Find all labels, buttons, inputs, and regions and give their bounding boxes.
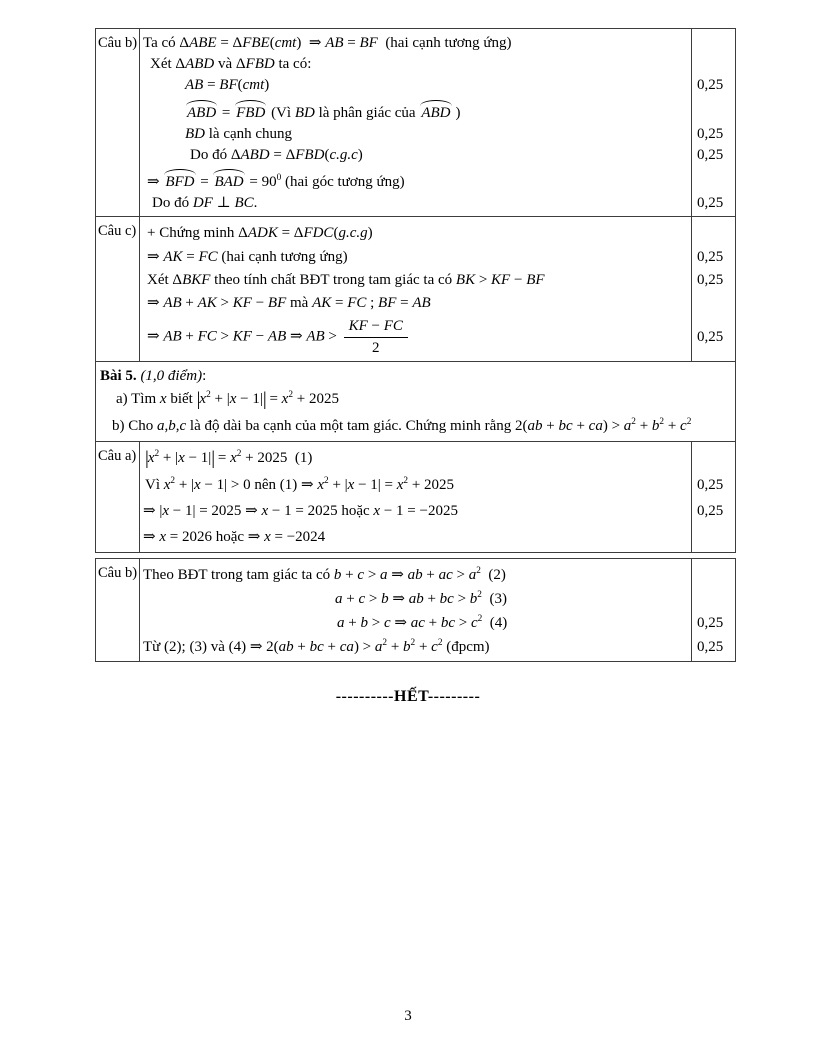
answer-line [140, 33, 735, 54]
score-cell: 0,25 [697, 638, 724, 655]
score-cell: 0,25 [697, 502, 724, 519]
line-text: ⇒ AB + FC > KF − AB ⇒ AB > $\frac{KF - FC}{2}$ [140, 317, 692, 358]
score-cell: 0,25 [697, 328, 724, 345]
table-row [96, 29, 735, 217]
answer-line [140, 172, 735, 193]
answer-line [140, 315, 735, 359]
line-text: Từ (2); (3) và (4) ⇒ 2(ab + bc + $ca) > a^2 + b^2 + c^2$ (đpcm) [143, 637, 490, 655]
line-text: a) Tìm x biết $|x^2 + |x - 1|| = x^2 + 2025$ [116, 389, 339, 411]
line-text: AB = BF(cmt) [185, 77, 270, 94]
score-cell: 0,25 [697, 614, 724, 631]
line-text: ⇒ AB + AK > KF − BF mà AK = FC ; BF = AB [147, 295, 431, 312]
answer-line [140, 269, 735, 292]
line-text: Bài 5. (1,0 điểm): [100, 368, 207, 385]
line-text: Ta có ΔABE = ΔFBE(cmt) ⇒ AB = BF (hai cạnh tương ứng) [143, 35, 512, 52]
answer-line [98, 366, 735, 387]
line-text: $|x^2 + |x - 1|| = x^2 + 2025$ (1) [145, 448, 313, 470]
row-content [140, 217, 735, 361]
answer-line [140, 587, 735, 611]
line-text: Xét ΔABD và ΔFBD ta có: [150, 56, 312, 73]
score-cell: 0,25 [697, 147, 724, 164]
page-number: 3 [404, 1008, 412, 1024]
answer-line [140, 103, 735, 124]
row-content [140, 29, 735, 216]
line-text: ABD = FBD (Vì BD là phân giác của ABD ) [187, 105, 461, 122]
line-text: ⇒ x = 2026 hoặc ⇒ x = −2024 [143, 528, 326, 545]
score-cell: 0,25 [697, 476, 724, 493]
score-cell: 0,25 [697, 272, 724, 289]
answer-line [140, 75, 735, 96]
row-content [140, 559, 735, 661]
table-row [96, 442, 735, 552]
row-label: Câu c) [96, 217, 140, 361]
answer-line [140, 446, 735, 472]
row-label: Câu b) [96, 559, 140, 661]
answer-line [140, 635, 735, 659]
answer-line [140, 563, 735, 587]
line-text: ⇒ |x − 1| = 2025 ⇒ x − 1 = 2025 hoặc x − 1 = −2025 [143, 502, 458, 519]
row-label: Câu b) [96, 29, 140, 216]
answer-line [140, 472, 735, 498]
line-text: Do đó DF ⊥ BC. [152, 195, 258, 212]
score-cell: 0,25 [697, 77, 724, 94]
row-content [140, 442, 735, 552]
answer-line [140, 498, 735, 524]
line-text: Do đó ΔABD = ΔFBD(c.g.c) [190, 147, 363, 164]
row-label: Câu a) [96, 442, 140, 552]
score-cell: 0,25 [697, 249, 724, 266]
line-text: a + c > b ⇒ ab + bc > $b^2$ (3) [335, 589, 507, 607]
answer-line [140, 221, 735, 246]
line-text: Vì $x^2 + |x - 1| > 0$ nên (1) ⇒ $x^2 + |x - 1| = x^2 + 2025$ [145, 475, 455, 493]
table-row [96, 217, 735, 362]
line-text: Xét ΔBKF theo tính chất BĐT trong tam giác ta có BK > KF − BF [147, 272, 545, 289]
answer-line [140, 292, 735, 315]
line-text: b) Cho a,b,c là độ dài ba cạnh của một tam giác. Chứng minh rằng 2(ab + bc + $ca) > a^2 + b^2 + c^2$ [112, 416, 692, 434]
answer-line [140, 193, 735, 214]
end-marker: ----------HẾT--------- [335, 688, 481, 705]
line-text: a + b > c ⇒ ac + bc > $c^2$ (4) [337, 613, 508, 631]
answer-table [95, 28, 736, 662]
score-cell: 0,25 [697, 195, 724, 212]
answer-line [140, 145, 735, 166]
answer-line [140, 124, 735, 145]
table-row [96, 559, 735, 661]
answer-line [140, 611, 735, 635]
row-content [96, 362, 735, 441]
answer-line [140, 54, 735, 75]
line-text: BD là cạnh chung [185, 126, 293, 143]
line-text: ⇒ BFD = BAD = $90^0$ (hai góc tương ứng) [147, 173, 405, 191]
score-cell: 0,25 [697, 126, 724, 143]
table-block [95, 28, 736, 553]
line-text: Theo BĐT trong tam giác ta có b + c > a ⇒ ab + ac > $a^2$ (2) [143, 565, 506, 583]
line-text: ⇒ AK = FC (hai cạnh tương ứng) [147, 249, 348, 266]
answer-line [98, 413, 735, 439]
answer-line [140, 246, 735, 269]
table-block [95, 558, 736, 662]
table-row [96, 362, 735, 442]
answer-line [140, 524, 735, 550]
line-text: + Chứng minh ΔADK = ΔFDC(g.c.g) [147, 225, 373, 242]
answer-line [98, 387, 735, 413]
